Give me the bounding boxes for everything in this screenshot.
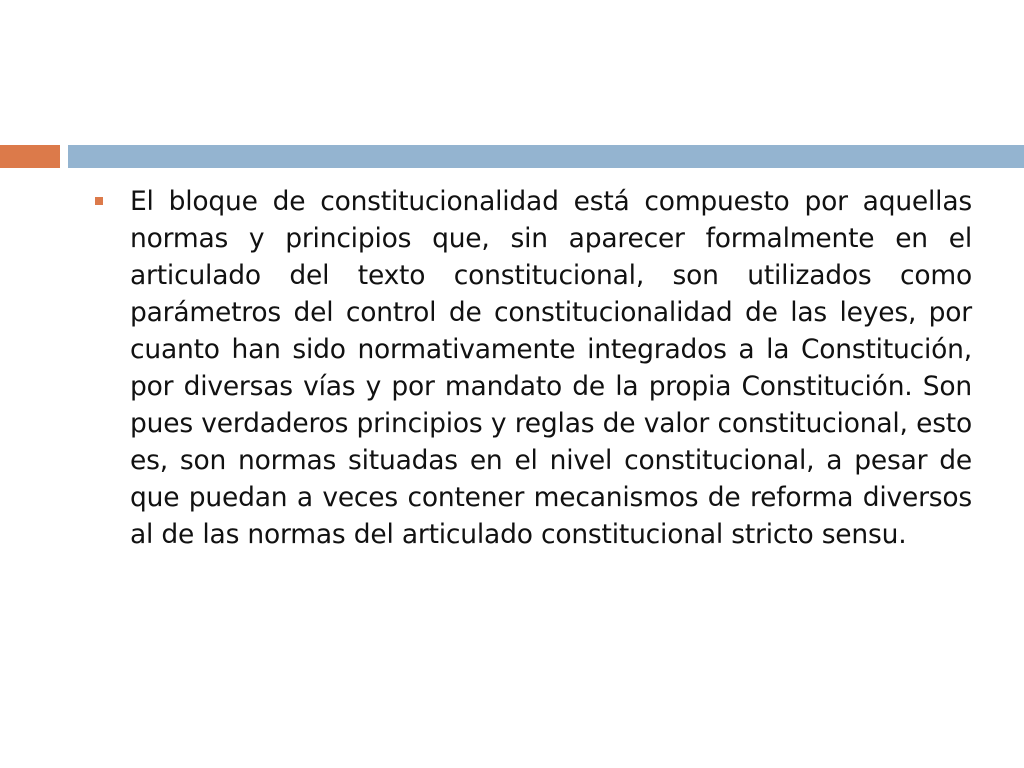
bullet-item [92,183,972,553]
square-bullet-icon [95,197,103,205]
blue-accent-bar [68,145,1024,168]
bullet-text: El bloque de constitucionalidad está compuesto por aquellas normas y principios que, sin aparecer formalmente en el articulado del texto constitucional, son utilizados como parámetros del control de constitucionalidad de las leyes, por cuanto han sido normativamente integrados a la Constitución, por diversas vías y por mandato de la propia Constitución. Son pues verdaderos principios y reglas de valor constitucional, esto es, son normas situadas en el nivel constitucional, a pesar de que puedan a veces contener mecanismos de reforma diversos al de las normas del articulado constitucional stricto sensu. [130,186,972,550]
orange-accent-bar [0,145,60,168]
slide-body [92,183,972,553]
